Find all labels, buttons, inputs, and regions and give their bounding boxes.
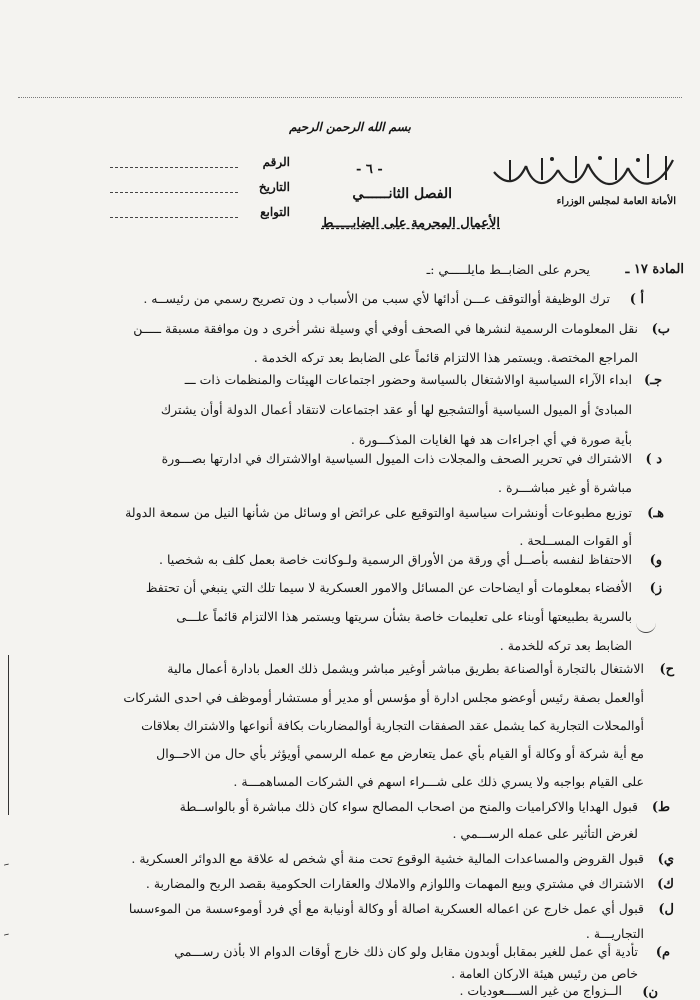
item-line: أوالعمل بصفة رئيس أوعضو مجلس ادارة أو مؤسس أو مدير أو مستشار أوموظف في احدى الشركات	[123, 690, 644, 705]
item-line: قبول الهدايا والاكراميات والمنح من اصحاب المصالح سواء كان ذلك مباشرة أو بالواســطة	[179, 799, 638, 814]
item-line: الضابط بعد تركه للخدمة .	[499, 638, 632, 653]
logo-subtitle: الأمانة العامة لمجلس الوزراء	[556, 196, 676, 207]
item-line: خاص من رئيس هيئة الاركان العامة .	[451, 966, 638, 981]
item-line: أو القوات المســلحة .	[519, 533, 632, 548]
item-line: الــزواج من غير الســــعوديات .	[459, 983, 622, 998]
item-letter: جـ)	[644, 373, 662, 388]
article-number: المادة ١٧ ـ	[625, 262, 684, 277]
field-line	[110, 192, 238, 193]
item-letter: هـ)	[647, 506, 664, 521]
margin-tick-mark: ﹶ	[4, 860, 9, 879]
item-line: بأية صورة في أي اجراءات هد فها الغايات المذكـــورة .	[350, 432, 632, 447]
field-line	[110, 167, 238, 168]
item-line: الاشتراك في تحرير الصحف والمجلات ذات الميول السياسية اوالاشتراك في ادارتها بصـــورة	[161, 451, 632, 466]
chapter-title: الفصل الثانــــــي	[352, 186, 452, 202]
field-label: الرقم	[262, 155, 290, 169]
kingdom-logo	[488, 150, 678, 220]
item-letter: م)	[655, 945, 670, 960]
item-letter: ك)	[657, 877, 674, 892]
item-line: قبول أي عمل خارج عن اعماله العسكرية اصالة أو وكالة أونيابة مع أي فرد أوموءسسة من الموءسسا	[128, 901, 644, 916]
margin-bracket-mark	[8, 655, 23, 815]
item-letter: ح)	[659, 662, 674, 677]
item-line: قبول القروض والمساعدات المالية خشية الوقوع تحت منة أي شخص له علاقة مع الدوائر العسكرية .	[131, 851, 644, 866]
item-letter: ط)	[651, 800, 670, 815]
item-line: تأدية أي عمل للغير بمقابل أوبدون مقابل ولو كان ذلك خارج أوقات الدوام الا بأذن رســـمي	[174, 944, 638, 959]
logo-calligraphy-icon	[488, 150, 678, 194]
item-line: الاشتغال بالتجارة أوالصناعة بطريق مباشر أوغير مباشر ويشمل ذلك العمل بادارة أعمال مالية	[167, 661, 644, 676]
item-line: نقل المعلومات الرسمية لنشرها في الصحف أوفي أي وسيلة نشر أخرى د ون موافقة مسبقة ـــــن	[133, 321, 638, 336]
page-number: - ٦ -	[356, 162, 383, 177]
item-line: على القيام بواجبه ولا يسري ذلك على شـــراء اسهم في الشركات المساهمـــة .	[233, 774, 644, 789]
item-line: الاحتفاظ لنفسه بأصــل أي ورقة من الأوراق الرسمية ولـوكانت خاصة بعمل كلف به شخصيا .	[159, 552, 632, 567]
item-line: توزيع مطبوعات أونشرات سياسية اوالتوقيع على عرائض او وسائل من شأنها النيل من سمعة الدولة	[125, 505, 632, 520]
item-letter: أ )	[629, 292, 644, 307]
item-letter: ب)	[651, 322, 670, 337]
field-label: التوابع	[260, 205, 290, 219]
article-intro: يحرم على الضابــط مايلـــــي :ـ	[426, 262, 590, 277]
item-line: ابداء الآراء السياسية اوالاشتغال بالسياسة وحضور اجتماعات الهيئات والمنظمات ذات ـــ	[184, 372, 632, 387]
field-label: التاريخ	[258, 180, 290, 194]
item-letter: ل)	[658, 902, 674, 917]
basmala: بسم الله الرحمن الرحيم	[289, 120, 411, 134]
item-line: الأفضاء بمعلومات أو ايضاحات عن المسائل والامور العسكرية لا سيما تلك التي ينبغي أن تحتفظ	[145, 580, 632, 595]
item-line: التجاريـــة .	[585, 926, 644, 941]
item-line: مباشرة أو غير مباشـــرة .	[498, 480, 632, 495]
item-line: بالسرية بطبيعتها أوبناء على تعليمات خاصة بشأن سريتها ويستمر هذا الالتزام قائماً علـــى	[176, 609, 632, 624]
item-line: المبادئ أو الميول السياسية أوالتشجيع لها أو عقد اجتماعات لانتقاد أعمال الدولة أوأن يشترك	[160, 402, 632, 417]
section-subtitle: الأعمال المحرمة على الضابـــــط	[321, 216, 500, 231]
item-letter: د )	[645, 452, 662, 467]
item-line: الاشتراك في مشتري وبيع المهمات واللوازم والاملاك والعقارات الحكومية بقصد الربح والمضاربة .	[145, 876, 644, 891]
item-line: مع أية شركة أو وكالة أو القيام بأي عمل يتعارض مع عمله الرسمي أويؤثر بأي حال من الاحــوال	[156, 746, 644, 761]
margin-tick-mark: ﹶ	[4, 930, 9, 949]
item-line: لغرض التأثير على عمله الرســـمي .	[452, 826, 638, 841]
item-line: ترك الوظيفة أوالتوقف عـــن أدائها لأي سبب من الأسباب د ون تصريح رسمي من رئيســه .	[143, 291, 610, 306]
top-dotted-rule	[18, 97, 682, 98]
item-letter: ي)	[657, 852, 674, 867]
item-letter: ن)	[642, 985, 658, 1000]
margin-curl-mark	[636, 618, 656, 633]
item-letter: و)	[649, 553, 662, 568]
item-line: أوالمحلات التجارية كما يشمل عقد الصفقات التجارية أوالمضاربات بكافة أنواعها والاشتراك بعلاقات	[141, 718, 644, 733]
field-line	[110, 217, 238, 218]
item-line: المراجع المختصة. ويستمر هذا الالتزام قائماً على الضابط بعد تركه الخدمة .	[253, 350, 638, 365]
item-letter: ز)	[649, 581, 662, 596]
